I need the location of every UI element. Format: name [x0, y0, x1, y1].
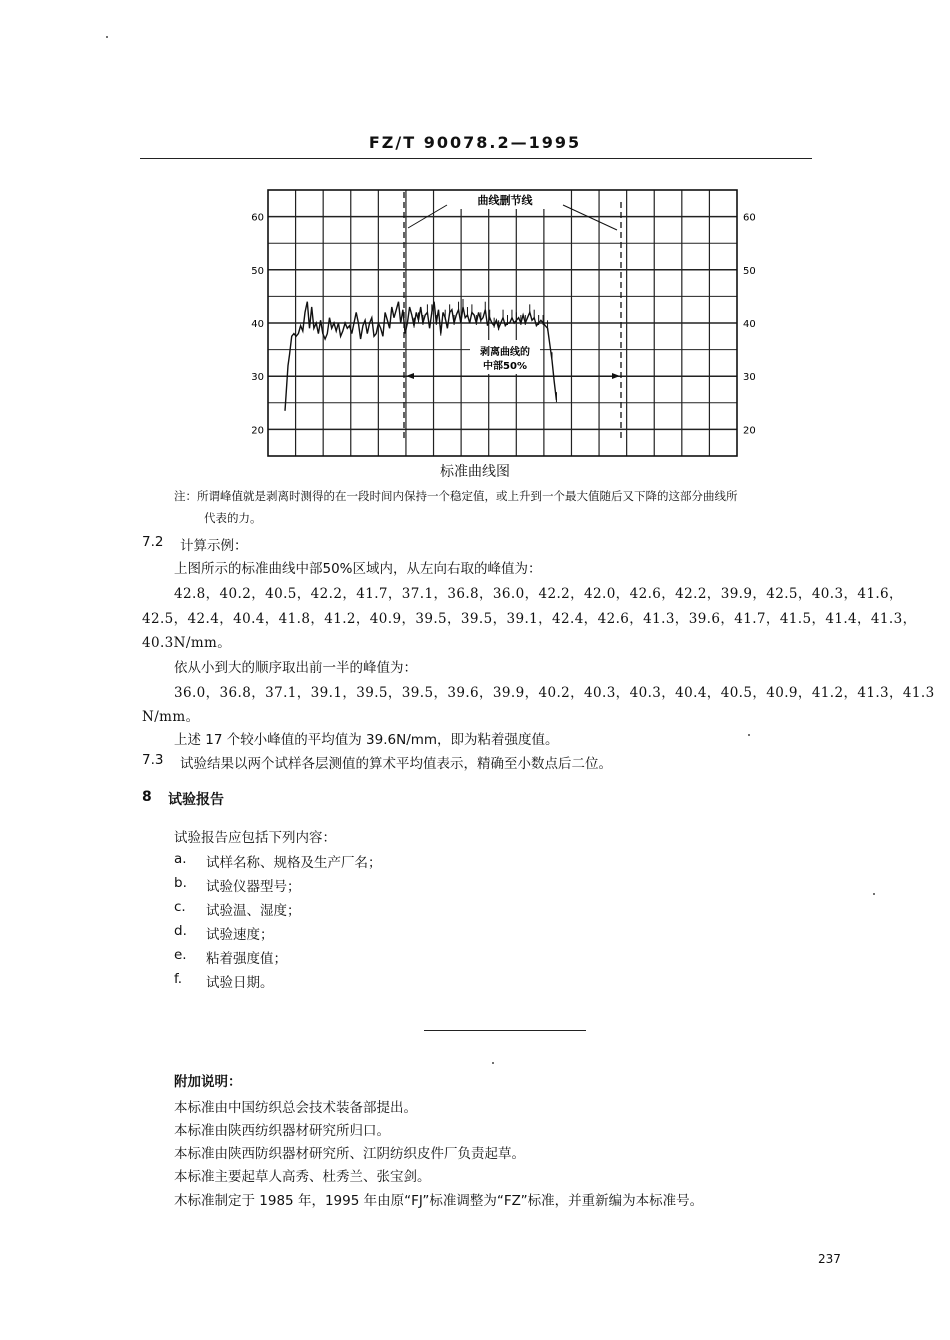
y-tick-label-left: 30: [251, 372, 264, 384]
arrowhead-left: [406, 373, 414, 379]
y-tick-label-right: 50: [743, 265, 756, 277]
sorted-values-line2: N/mm。: [142, 709, 200, 725]
scan-speck: [748, 734, 750, 736]
appendix-line: 本标准由陕西纺织器材研究所归口。: [174, 1123, 390, 1139]
section-7-2-title: 计算示例：: [180, 538, 248, 554]
section-7-3-text: 试验结果以两个试样各层测值的算术平均值表示，精确至小数点后二位。: [180, 756, 612, 772]
section-7-2-para2: 依从小到大的顺序取出前一半的峰值为：: [174, 660, 417, 676]
y-tick-label-left: 50: [251, 265, 264, 277]
page-number: 237: [818, 1252, 841, 1266]
appendix-line: 本标准主要起草人高秀、杜秀兰、张宝剑。: [174, 1169, 431, 1185]
list-item-text: 试验日期。: [206, 975, 274, 991]
y-tick-label-right: 20: [743, 425, 756, 437]
scan-speck: [492, 1062, 494, 1064]
document-code-header: FZ/T 90078.2—1995: [368, 133, 582, 152]
appendix-title: 附加说明：: [174, 1074, 242, 1090]
y-tick-label-right: 30: [743, 372, 756, 384]
peak-values-line1: 42.8，40.2，40.5，42.2，41.7，37.1，36.8，36.0，42.2，42.0，42.6，42.2，39.9，42.5，40.3，41.6，: [174, 586, 903, 602]
annotation-mid-line2: 中部50%: [483, 361, 527, 372]
appendix-line: 木标准制定于 1985 年，1995 年由原“FJ”标准调整为“FZ”标准，并重新编为本标准号。: [174, 1193, 704, 1209]
section-8-number: 8: [142, 789, 152, 805]
annotation-mid-line1: 剥离曲线的: [480, 347, 530, 358]
list-item-marker: b.: [174, 875, 187, 891]
list-item-marker: d.: [174, 923, 187, 939]
y-tick-label-right: 40: [743, 319, 756, 330]
section-7-3-number: 7.3: [142, 752, 164, 768]
appendix-line: 本标准由陕西防织器材研究所、江阴纺织皮件厂负责起草。: [174, 1146, 525, 1162]
note-line-2: 代表的力。: [204, 511, 262, 525]
standard-curve-chart: [240, 180, 760, 460]
section-8-intro: 试验报告应包括下列内容：: [174, 830, 336, 846]
y-tick-labels-right: [743, 213, 756, 437]
note-line-1: 注：所谓峰值就是剥离时测得的在一段时间内保持一个稳定值，或上升到一个最大值随后又下降的这部分曲线所: [174, 489, 738, 503]
annotation-top-label: 曲线删节线: [477, 194, 533, 207]
scan-speck: [106, 36, 108, 38]
peak-values-line2: 42.5，42.4，40.4，41.8，41.2，40.9，39.5，39.5，39.1，42.4，42.6，41.3，39.6，41.7，41.5，41.4，41.3，: [142, 611, 917, 627]
list-item-marker: e.: [174, 947, 187, 963]
y-tick-label-left: 60: [251, 212, 264, 224]
section-7-2-para3: 上述 17 个较小峰值的平均值为 39.6N/mm，即为粘着强度值。: [174, 732, 559, 748]
list-item-marker: a.: [174, 851, 187, 867]
arrowhead-right: [612, 373, 620, 379]
list-item-text: 粘着强度值；: [206, 951, 287, 967]
header-rule: [140, 158, 812, 159]
sorted-values-line1: 36.0，36.8，37.1，39.1，39.5，39.5，39.6，39.9，40.2，40.3，40.3，40.4，40.5，40.9，41.2，41.3，41.3: [174, 685, 935, 701]
peak-values-line3: 40.3N/mm。: [142, 635, 232, 651]
section-7-2-para1: 上图所示的标准曲线中部50%区域内，从左向右取的峰值为：: [174, 561, 542, 577]
list-item-text: 试样名称、规格及生产厂名；: [206, 855, 382, 871]
scan-speck: [873, 893, 875, 895]
list-item-text: 试验温、湿度；: [206, 903, 301, 919]
section-7-2-number: 7.2: [142, 534, 164, 550]
list-item-marker: c.: [174, 899, 186, 915]
list-item-text: 试验仪器型号；: [206, 879, 301, 895]
list-item-marker: f.: [174, 971, 183, 987]
y-tick-label-right: 60: [743, 212, 756, 224]
y-tick-label-left: 40: [251, 319, 264, 330]
list-item-text: 试验速度；: [206, 927, 274, 943]
section-8-title: 试验报告: [168, 792, 224, 808]
appendix-line: 本标准由中国纺织总会技术装备部提出。: [174, 1100, 417, 1116]
y-tick-labels-left: [251, 213, 264, 437]
figure-caption: 标准曲线图: [440, 464, 510, 480]
y-tick-label-left: 20: [251, 425, 264, 437]
separator-rule: [424, 1030, 586, 1031]
